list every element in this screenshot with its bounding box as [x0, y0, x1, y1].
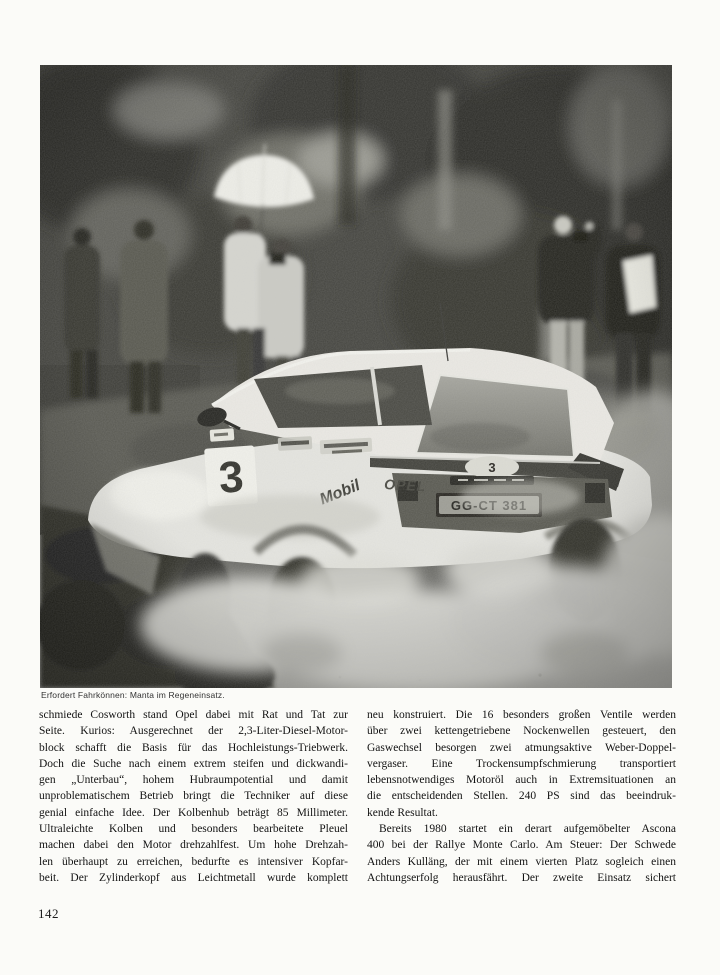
text-line: vergaser. Eine Trockensumpfschmierung transportiert [367, 757, 676, 770]
text-line: die entscheidenden Stellen. 240 PS sind das beeindruk- [367, 790, 676, 803]
rally-photo [40, 65, 672, 688]
text-line: lebensnotwendiges Motoröl auch in Extremsituationen an [367, 774, 676, 787]
text-line: beit. Der Zylinderkopf aus Leichtmetall wurde komplett [39, 871, 348, 884]
article-column-right [367, 707, 676, 886]
text-line: Bereits 1980 startet ein derart aufgemöbelter Ascona [379, 823, 676, 836]
text-line: 400 bei der Rallye Monte Carlo. Am Steuer: Der Schwede [367, 839, 676, 852]
text-line: kende Resultat. [367, 806, 438, 819]
text-line: Anders Kulläng, der mit einem vierten Platz sogleich einen [367, 855, 676, 868]
photo-caption: Erfordert Fahrkönnen: Manta im Regeneinsatz. [41, 690, 225, 700]
article-column-left [39, 707, 348, 886]
text-line: unproblematischem Betrieb bringt die Techniker auf diese [39, 790, 348, 803]
text-line: Seite. Kurios: Ausgerechnet der 2,3-Liter-Diesel-Motor- [39, 725, 348, 738]
text-line: Ultraleichte Kolben und besonders bearbeitete Pleuel [39, 823, 348, 836]
text-line: Gaswechsel besorgen zwei atmungsaktive Weber-Doppel- [367, 741, 676, 754]
text-line: gen „Unterbau“, hohem Hubraumpotential und damit [39, 774, 348, 787]
text-line: len überhaupt zu erreichen, bedurfte es intensiver Kopfar- [39, 855, 348, 868]
rally-photo-art [40, 65, 672, 688]
text-line: Achtungserfolg herausfährt. Der zweite Einsatz sichert [367, 871, 676, 884]
vignette [40, 65, 672, 688]
text-line: Doch die Suche nach einem extrem steifen und dickwandi- [39, 757, 348, 770]
text-line: block schafft die Basis für das Hochleistungs-Triebwerk. [39, 741, 348, 754]
text-line: über zwei kettengetriebene Nockenwellen gesteuert, den [367, 725, 676, 738]
text-line: schmiede Cosworth stand Opel dabei mit Rat und Tat zur [39, 709, 348, 721]
text-line: machen dabei den Motor drehzahlfest. Um hohe Drehzah- [39, 839, 348, 852]
article-body [39, 707, 676, 886]
text-line: genial einfache Idee. Der Kolbenhub beträgt 85 Millimeter. [39, 806, 348, 819]
text-line: neu konstruiert. Die 16 besonders großen Ventile werden [367, 709, 676, 721]
page-number: 142 [38, 906, 59, 921]
